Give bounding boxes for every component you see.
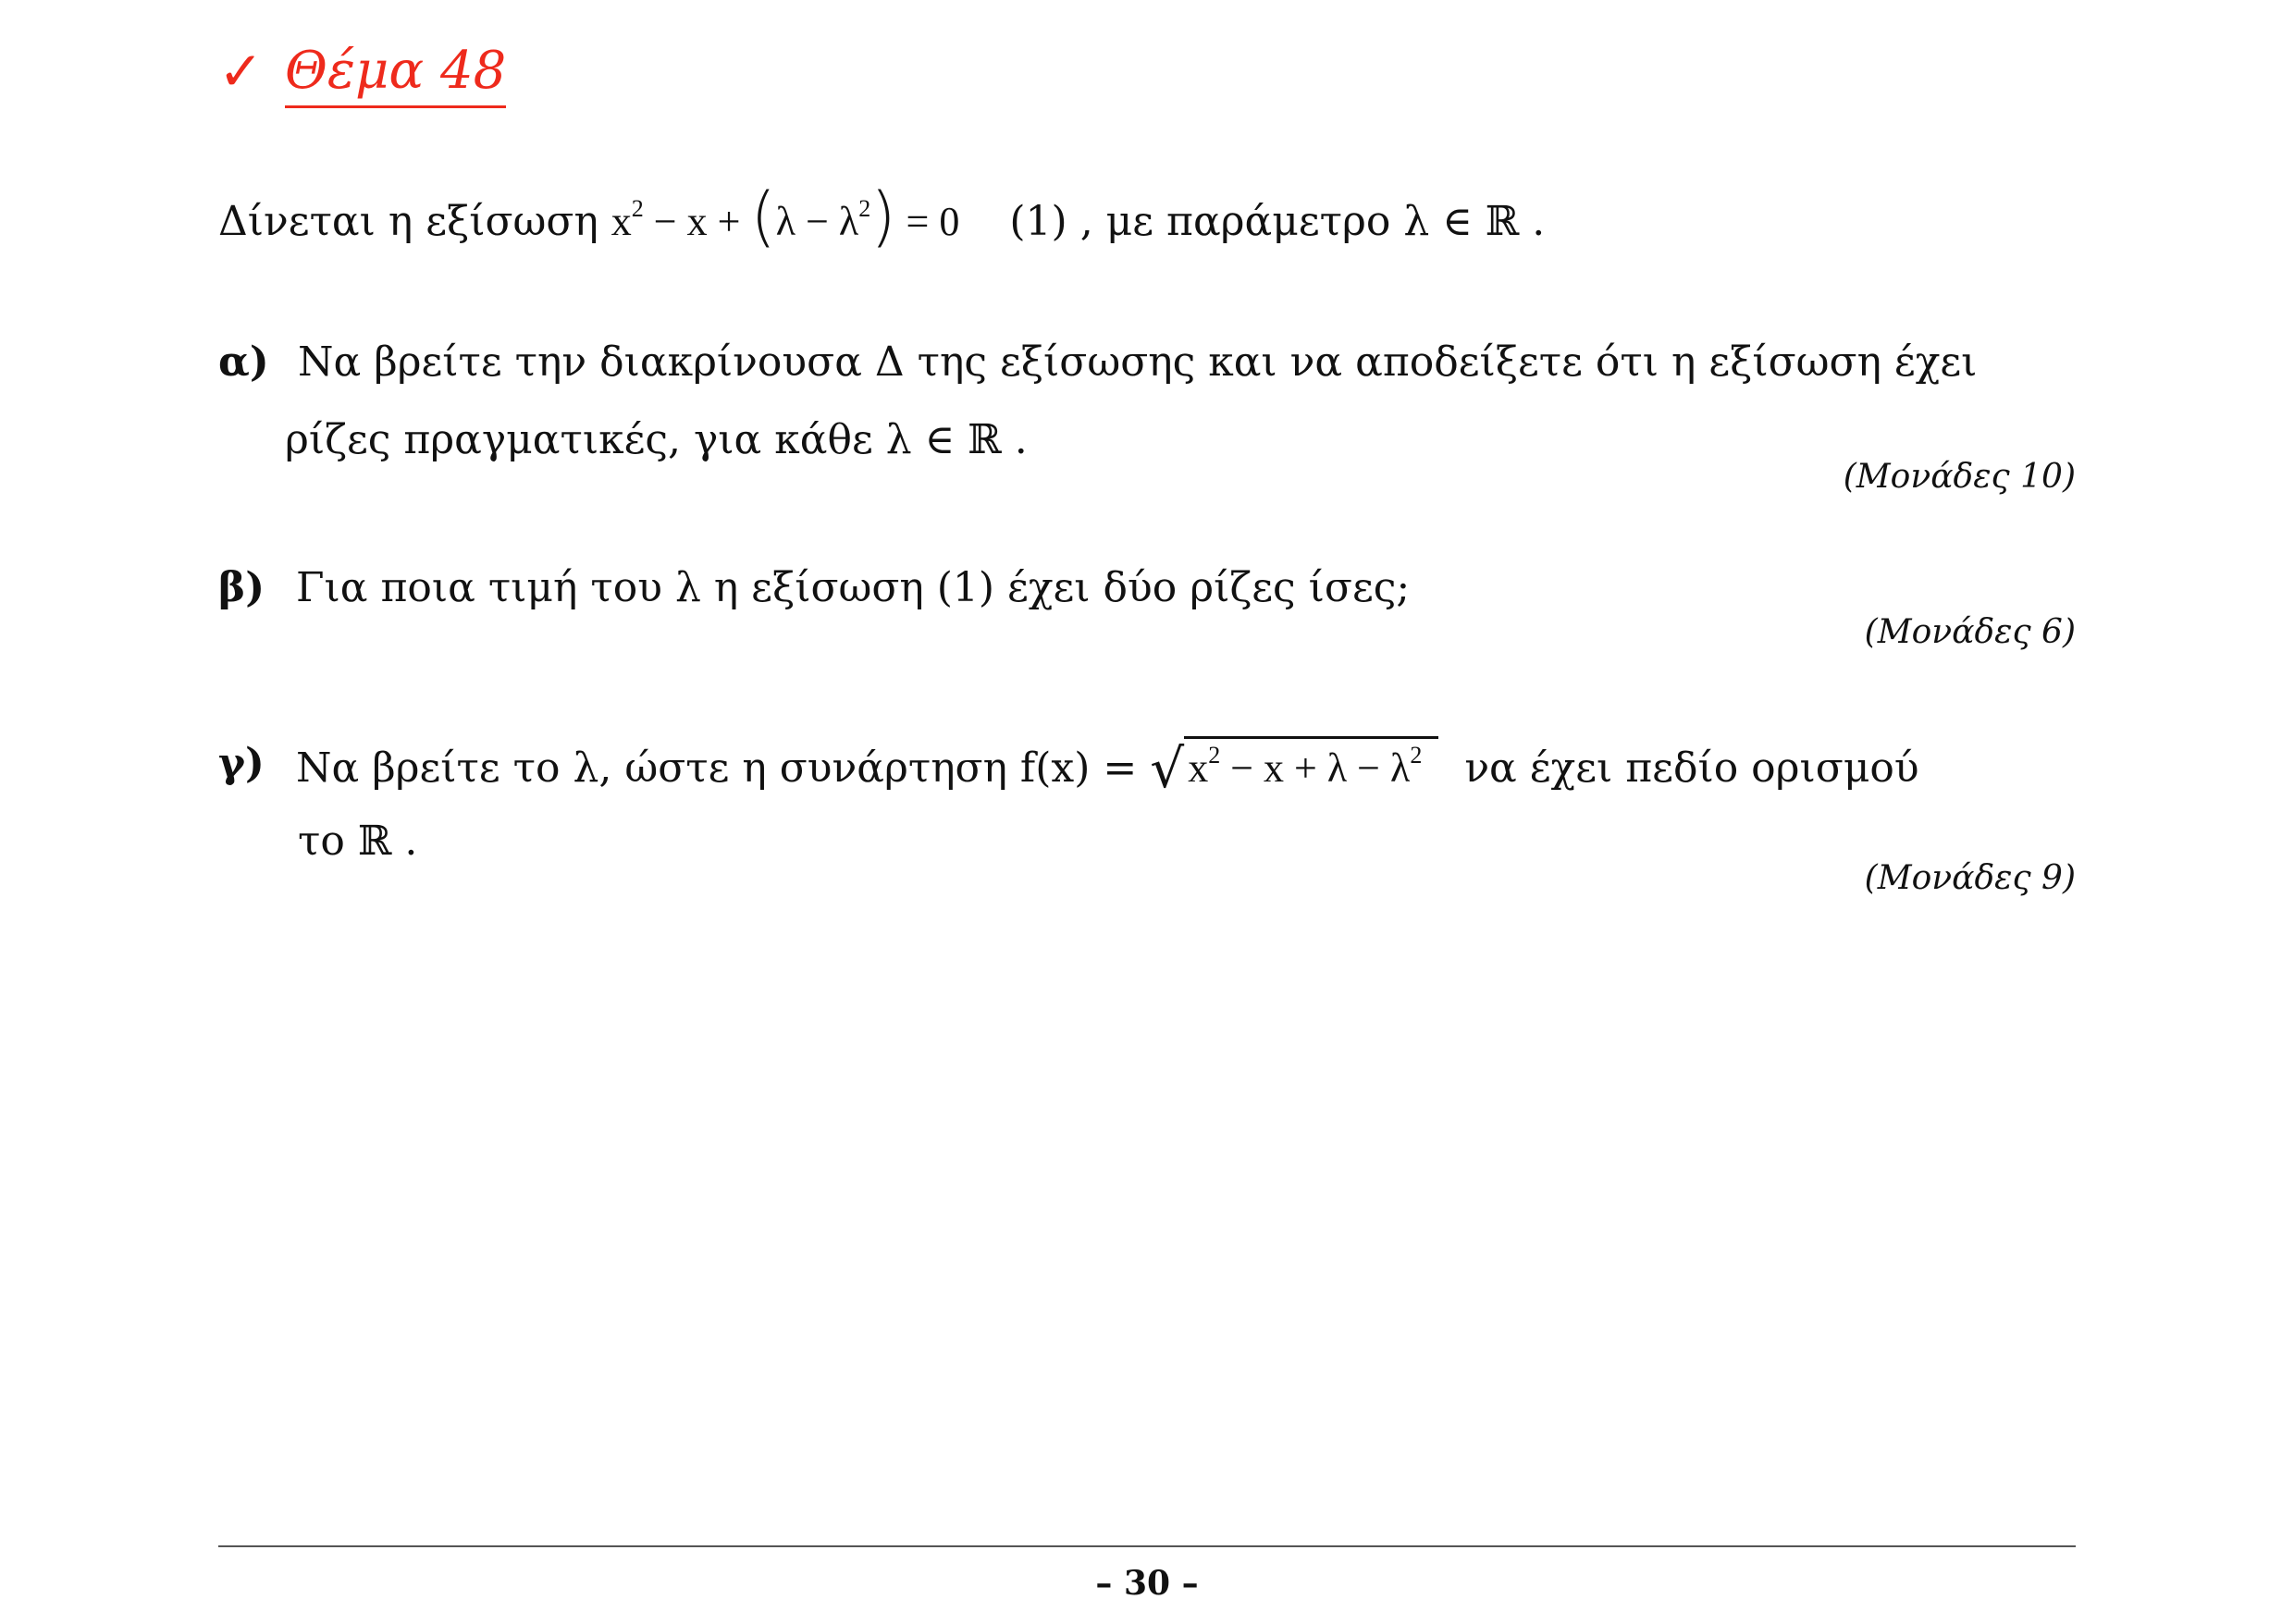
intro-text: Δίνεται η εξίσωση: [218, 198, 611, 245]
right-paren: ): [870, 178, 896, 254]
eq-inner: λ − λ: [775, 199, 859, 244]
question-a-line1: Να βρείτε την διακρίνουσα Δ της εξίσωσης και να αποδείξετε ότι η εξίσωση έχει: [298, 338, 1978, 386]
question-c-marks: (Μονάδες 9): [1864, 859, 2076, 897]
question-a-label: α): [218, 338, 269, 386]
intro-equation: [610, 178, 960, 254]
question-a-line2: ρίζες πραγματικές, για κάθε λ ∈ ℝ .: [285, 416, 1028, 463]
question-b-marks: (Μονάδες 6): [1864, 613, 2076, 651]
left-paren: (: [750, 178, 776, 254]
question-c-text: Να βρείτε το λ, ώστε η συνάρτηση f(x) =: [296, 744, 1151, 792]
eq-equals-zero: = 0: [895, 199, 960, 244]
radicand: [1184, 736, 1438, 794]
radicand-mid: − x + λ − λ: [1220, 745, 1411, 791]
intro-text-after: , με παράμετρο λ ∈ ℝ .: [1067, 198, 1546, 245]
question-c-line1: [296, 736, 1919, 800]
question-b-label: β): [218, 564, 265, 611]
eq-minus-x-plus: − x +: [643, 199, 751, 244]
eq-exponent: 2: [631, 195, 644, 223]
footer-divider: [218, 1545, 2076, 1547]
square-root: [1150, 736, 1438, 800]
topic-title: Θέμα 48: [285, 39, 506, 108]
question-c-label: γ): [218, 740, 265, 787]
question-b-line1: Για ποια τιμή του λ η εξίσωση (1) έχει δύο ρίζες ίσες;: [296, 564, 1411, 611]
check-mark-icon: ✓: [218, 40, 264, 103]
sqrt-sign-icon: √: [1150, 737, 1185, 800]
radicand-exponent-b: 2: [1410, 742, 1423, 769]
question-c-line2: το ℝ .: [298, 818, 418, 865]
radicand-exponent-a: 2: [1208, 742, 1221, 769]
intro-line: [218, 178, 1546, 254]
eq-inner-exponent: 2: [858, 195, 871, 223]
radicand-x: x: [1188, 745, 1209, 791]
question-c-text-after: να έχει πεδίο ορισμού: [1464, 744, 1919, 792]
equation-reference: (1): [1009, 198, 1067, 245]
eq-x: x: [610, 199, 632, 244]
page-number: – 30 –: [1095, 1564, 1199, 1603]
question-a-marks: (Μονάδες 10): [1843, 458, 2076, 496]
